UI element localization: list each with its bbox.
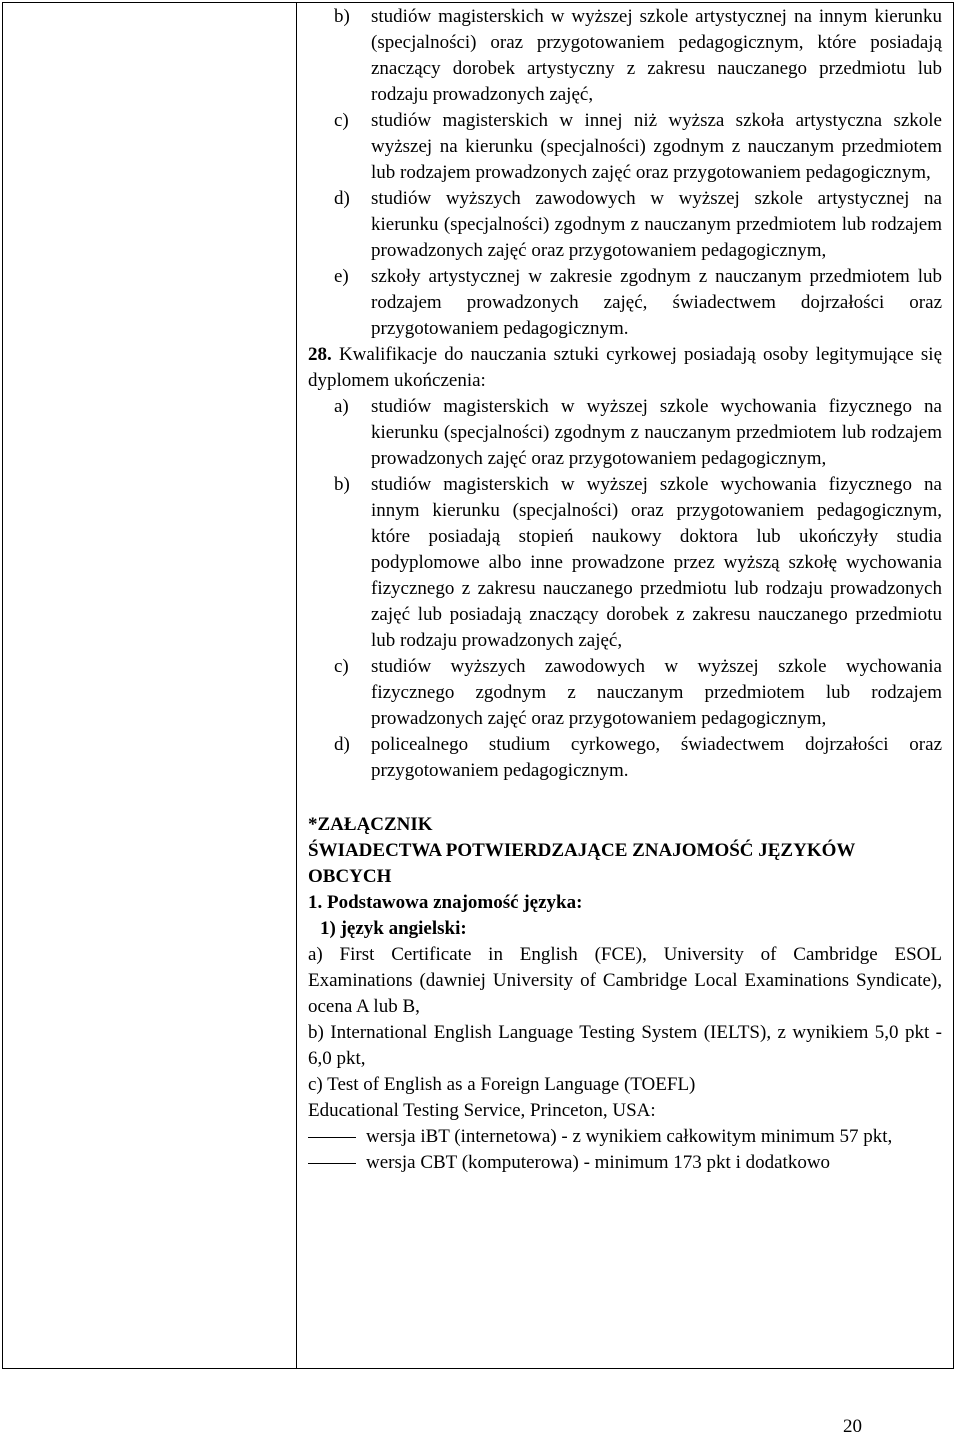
list-item-label: c) [334,656,349,677]
list-item-label: b) [334,474,350,495]
spacer [308,784,942,812]
annex-title: ŚWIADECTWA POTWIERDZAJĄCE ZNAJOMOŚĆ JĘZYKÓW OBCYCH [308,840,856,887]
list-item [308,264,942,342]
section-number: 28. [308,344,332,365]
annex-section-heading: 1. Podstawowa znajomość języka: [308,892,583,913]
list-item [308,472,942,654]
list-item [308,654,942,732]
column-divider [296,2,297,1369]
list-item [308,108,942,186]
list-item [308,186,942,264]
list-item-text: studiów wyższych zawodowych w wyższej szkole artystycznej na kierunku (specjalności) zgodnym z nauczanym przedmiotem lub rodzajem prowadzonych zajęć oraz przygotowaniem pedagogicznym, [371,188,942,261]
dash-item-text: wersja CBT (komputerowa) - minimum 173 pkt i dodatkowo [366,1152,831,1173]
list-item-label: a) [334,396,349,417]
list-item-label: e) [334,266,349,287]
list-item-text: studiów magisterskich w wyższej szkole artystycznej na innym kierunku (specjalności) oraz przygotowaniem pedagogicznym, które posiadają znaczący dorobek artystyczny z zakresu nauczanego przedmiotu lub rodzaju prowadzonych zajęć, [371,6,942,105]
list-item [308,394,942,472]
annex-item-b: b) International English Language Testing System (IELTS), z wynikiem 5,0 pkt - 6,0 pkt, [308,1022,942,1069]
annex-item-c: c) Test of English as a Foreign Language (TOEFL) [308,1074,696,1095]
dash-item [308,1124,942,1150]
dash-line [308,1137,356,1138]
list-item-text: studiów magisterskich w innej niż wyższa szkoła artystyczna szkole wyższej na kierunku (specjalności) zgodnym z nauczanym przedmiotem lub rodzajem prowadzonych zajęć oraz przygotowaniem pedagogicznym, [371,110,942,183]
list-item-text: studiów wyższych zawodowych w wyższej szkole wychowania fizycznego zgodnym z nauczanym przedmiotem lub rodzajem prowadzonych zajęć oraz przygotowaniem pedagogicznym, [371,656,942,729]
annex-subheading: 1) język angielski: [320,918,467,939]
list-item-label: d) [334,734,350,755]
annex-item-c-issuer: Educational Testing Service, Princeton, USA: [308,1100,656,1121]
page-number: 20 [843,1416,862,1437]
section-intro-text: Kwalifikacje do nauczania sztuki cyrkowej posiadają osoby legitymujące się dyplomem ukończenia: [308,344,942,391]
list-item [308,4,942,108]
list-item-text: studiów magisterskich w wyższej szkole wychowania fizycznego na innym kierunku (specjalności) oraz przygotowaniem pedagogicznym, które posiadają stopień naukowy doktora lub ukończyły studia podyplomowe albo inne prowadzone przez wyższą szkołę wychowania fizycznego z zakresu nauczanego przedmiotu lub rodzaju prowadzonych zajęć lub posiadają znaczący dorobek z zakresu nauczanego przedmiotu lub rodzaju prowadzonych zajęć, [371,474,942,651]
list-item-text: szkoły artystycznej w zakresie zgodnym z nauczanym przedmiotem lub rodzajem prowadzonych zajęć, świadectwem dojrzałości oraz przygotowaniem pedagogicznym. [371,266,942,339]
list-item-label: c) [334,110,349,131]
annex-item-a: a) First Certificate in English (FCE), University of Cambridge ESOL Examinations (dawniej University of Cambridge Local Examinations Syndicate), ocena A lub B, [308,944,942,1017]
dash-line [308,1163,356,1164]
list-item-label: b) [334,6,350,27]
list-item [308,732,942,784]
list-item-label: d) [334,188,350,209]
section-28-intro [308,342,942,394]
dash-item-text: wersja iBT (internetowa) - z wynikiem całkowitym minimum 57 pkt, [366,1126,893,1147]
annex-heading: *ZAŁĄCZNIK [308,814,433,835]
content-column [308,4,942,1176]
dash-item [308,1150,942,1176]
list-item-text: policealnego studium cyrkowego, świadectwem dojrzałości oraz przygotowaniem pedagogicznym. [371,734,942,781]
list-item-text: studiów magisterskich w wyższej szkole wychowania fizycznego na kierunku (specjalności) zgodnym z nauczanym przedmiotem lub rodzajem prowadzonych zajęć oraz przygotowaniem pedagogicznym, [371,396,942,469]
